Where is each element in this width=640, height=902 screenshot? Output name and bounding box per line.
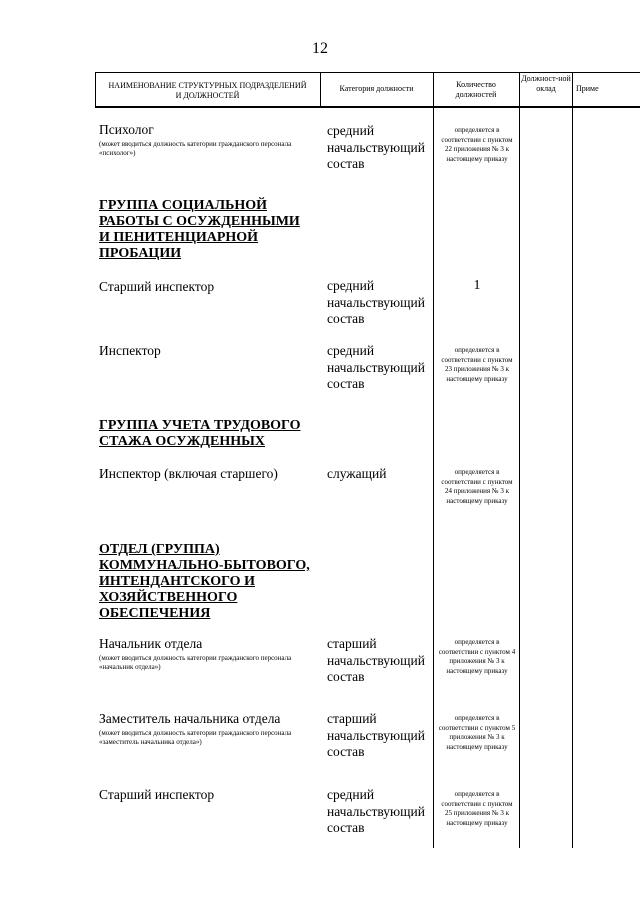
position-count: определяется в соответствии с пунктом 22 приложения № 3 к настоящему приказу [441, 126, 513, 163]
column-divider-3 [433, 72, 434, 848]
position-count: определяется в соответствии с пунктом 23 приложения № 3 к настоящему приказу [441, 346, 513, 383]
position-category: средний начальствующий состав [327, 343, 425, 391]
position-name: Инспектор (включая старшего) [99, 466, 278, 481]
group-heading: ГРУППА СОЦИАЛЬНОЙ РАБОТЫ С ОСУЖДЕННЫМИ И ПЕНИТЕНЦИАРНОЙ ПРОБАЦИИ [99, 198, 300, 261]
position-note: (может вводиться должность категории гражданского персонала «психолог») [99, 140, 292, 157]
position-category: средний начальствующий состав [327, 787, 425, 835]
position-count: определяется в соответствии с пунктом 25 приложения № 3 к настоящему приказу [441, 790, 513, 827]
header-bottom-border [95, 106, 640, 108]
page-number: 12 [312, 40, 328, 57]
header-category: Категория должности [339, 84, 414, 93]
position-category: средний начальствующий состав [327, 123, 425, 171]
position-note: (может вводиться должность категории гражданского персонала «начальник отдела») [99, 654, 292, 671]
position-name: Инспектор [99, 343, 161, 358]
position-name: Психолог [99, 122, 154, 137]
position-count: определяется в соответствии с пунктом 4 приложения № 3 к настоящему приказу [438, 638, 516, 675]
position-category: служащий [327, 466, 387, 481]
header-count: Количество должностей [455, 80, 497, 99]
table-top-border [95, 72, 640, 73]
column-divider-1 [95, 72, 96, 108]
position-name: Заместитель начальника отдела [99, 711, 281, 726]
position-name: Старший инспектор [99, 787, 215, 802]
column-divider-5 [572, 72, 573, 848]
position-count: 1 [473, 278, 481, 293]
header-notes: Приме [576, 84, 599, 93]
position-category: старший начальствующий состав [327, 636, 425, 684]
group-heading: ГРУППА УЧЕТА ТРУДОВОГО СТАЖА ОСУЖДЕННЫХ [99, 418, 301, 449]
department-heading: ОТДЕЛ (ГРУППА) КОММУНАЛЬНО-БЫТОВОГО, ИНТЕНДАНТСКОГО И ХОЗЯЙСТВЕННОГО ОБЕСПЕЧЕНИЯ [99, 542, 310, 621]
header-structure-names: НАИМЕНОВАНИЕ СТРУКТУРНЫХ ПОДРАЗДЕЛЕНИЙ И ДОЛЖНОСТЕЙ [108, 81, 307, 100]
position-count: определяется в соответствии с пунктом 24 приложения № 3 к настоящему приказу [441, 468, 513, 505]
column-divider-4 [519, 72, 520, 848]
column-divider-2 [320, 72, 321, 108]
position-category: средний начальствующий состав [327, 278, 425, 326]
position-name: Начальник отдела [99, 636, 203, 651]
position-count: определяется в соответствии с пунктом 5 приложения № 3 к настоящему приказу [438, 714, 516, 751]
position-name: Старший инспектор [99, 279, 215, 294]
header-salary: Должност-ной оклад [521, 74, 571, 93]
position-category: старший начальствующий состав [327, 711, 425, 759]
position-note: (может вводиться должность категории гражданского персонала «заместитель начальника отдела») [99, 729, 292, 746]
